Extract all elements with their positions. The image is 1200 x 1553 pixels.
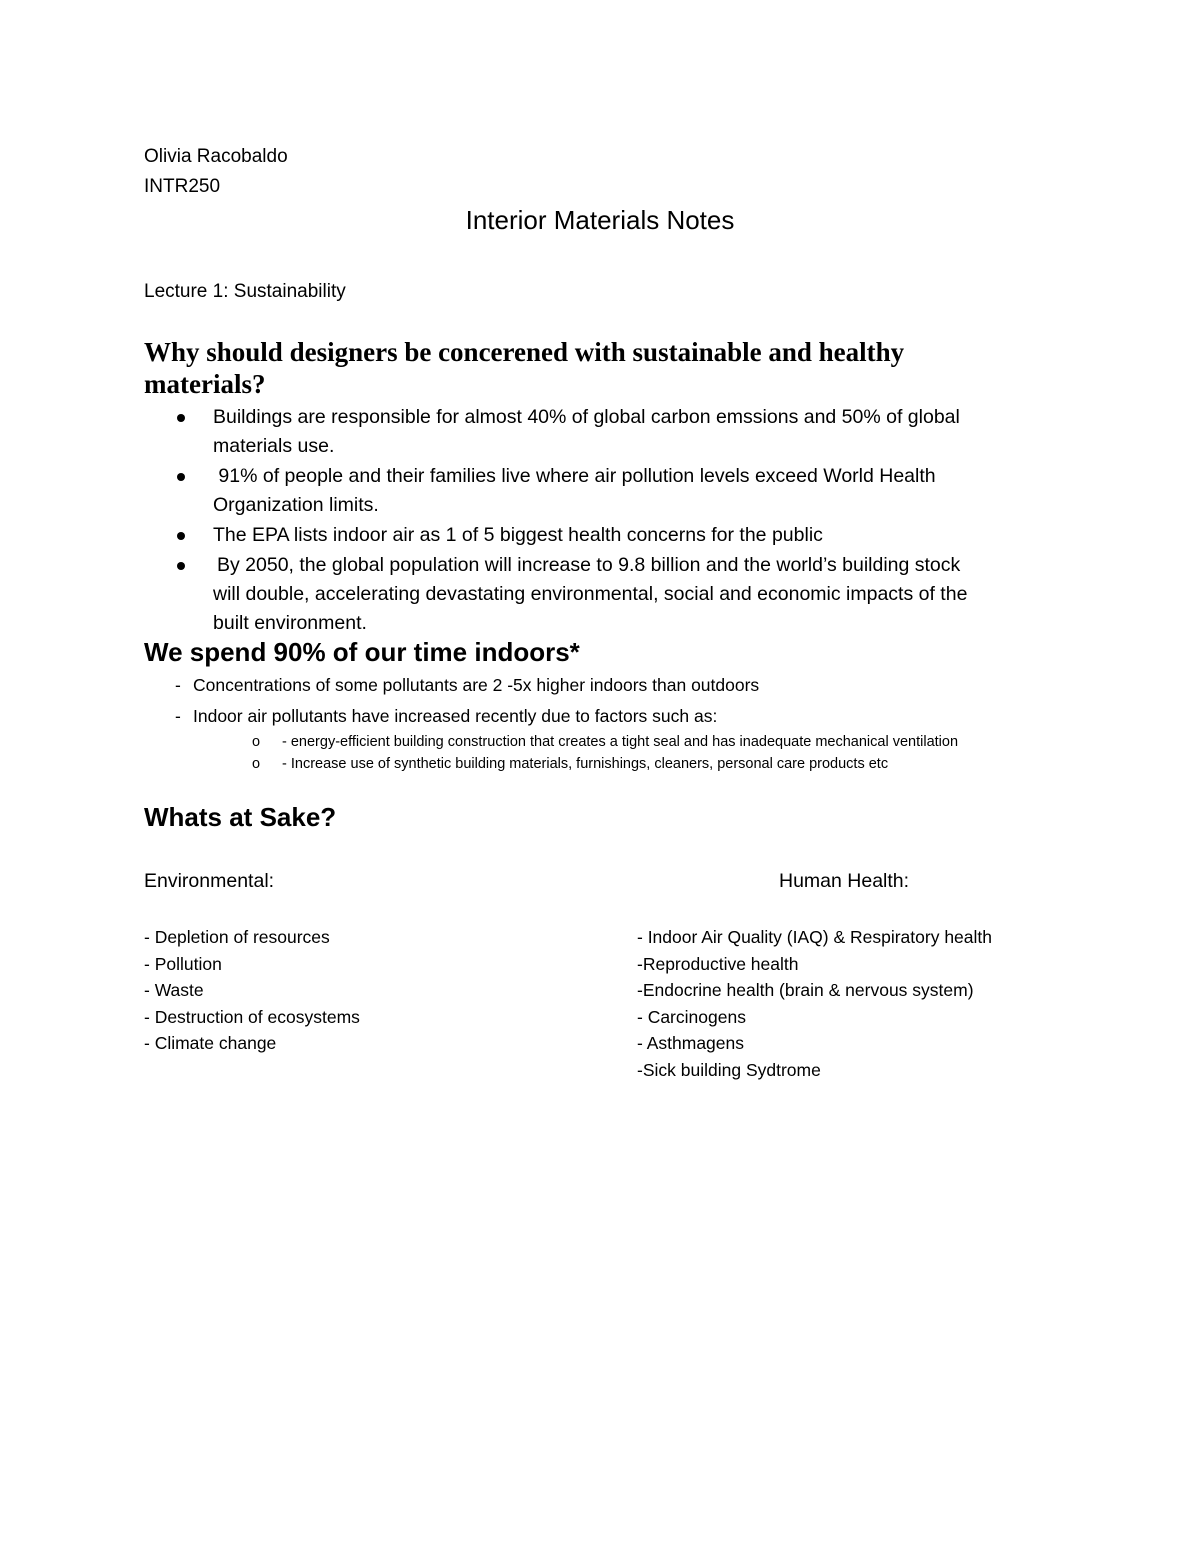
indoors-sub-item [252,755,888,773]
indoors-item-text: Indoor air pollutants have increased recently due to factors such as: [193,706,718,726]
list-item: - Climate change [144,1033,277,1053]
dash-marker: - [175,706,181,726]
list-item: - Depletion of resources [144,927,330,947]
list-item: - Indoor Air Quality (IAQ) & Respiratory health [637,927,992,947]
human-health-list [637,924,992,1083]
section-why-heading-line1: Why should designers be concerened with sustainable and healthy [144,337,905,367]
sub-item-text: - energy-efficient building construction that creates a tight seal and has inadequate mechanical ventilation [282,734,959,750]
section-indoors-heading: We spend 90% of our time indoors* [144,637,580,667]
section-stake-heading: Whats at Sake? [144,802,337,832]
list-item: -Reproductive health [637,953,799,974]
bullet-dot-icon [177,473,185,481]
bullet-line: Buildings are responsible for almost 40% of global carbon emssions and 50% of global [213,406,960,428]
bullet-dot-icon [177,562,185,570]
dash-marker: - [175,675,181,695]
sub-bullet-marker: o [252,756,261,772]
bullet-item [144,403,1074,461]
bullet-line: Organization limits. [213,494,379,516]
list-item: - Waste [144,980,204,1000]
why-bullet-list [144,403,1074,639]
bullet-line: 91% of people and their families live where air pollution levels exceed World Health [213,465,936,487]
environmental-heading: Environmental: [144,870,275,892]
bullet-line: The EPA lists indoor air as 1 of 5 biggest health concerns for the public [213,524,823,546]
page-title: Interior Materials Notes [465,205,735,235]
list-item: - Destruction of ecosystems [144,1006,360,1027]
bullet-dot-icon [177,532,185,540]
list-item: - Pollution [144,953,222,974]
list-item: - Carcinogens [637,1006,746,1027]
bullet-item [144,551,1074,638]
bullet-line: materials use. [213,435,335,457]
environmental-list [144,924,360,1057]
sub-item-text: - Increase use of synthetic building materials, furnishings, cleaners, personal care products etc [282,756,889,772]
list-item: -Sick building Sydtrome [637,1059,821,1080]
list-item: - Asthmagens [637,1033,744,1053]
sub-bullet-marker: o [252,734,261,750]
course-code: INTR250 [144,176,221,197]
bullet-item [144,521,1074,550]
bullet-item [144,462,1074,520]
bullet-dot-icon [177,414,185,422]
indoors-item [175,705,717,727]
bullet-line: built environment. [213,612,367,634]
indoors-sub-item [252,733,958,751]
list-item: -Endocrine health (brain & nervous system) [637,980,974,1000]
section-why-heading-line2: materials? [144,369,266,399]
indoors-item [175,674,759,696]
lecture-label: Lecture 1: Sustainability [144,281,346,302]
human-health-heading: Human Health: [779,870,910,892]
bullet-line: will double, accelerating devastating environmental, social and economic impacts of the [213,583,968,605]
bullet-line: By 2050, the global population will increase to 9.8 billion and the world’s building stock [217,554,961,576]
section-why-heading [144,336,904,400]
author-name: Olivia Racobaldo [144,146,288,167]
indoors-item-text: Concentrations of some pollutants are 2 -5x higher indoors than outdoors [193,675,760,695]
